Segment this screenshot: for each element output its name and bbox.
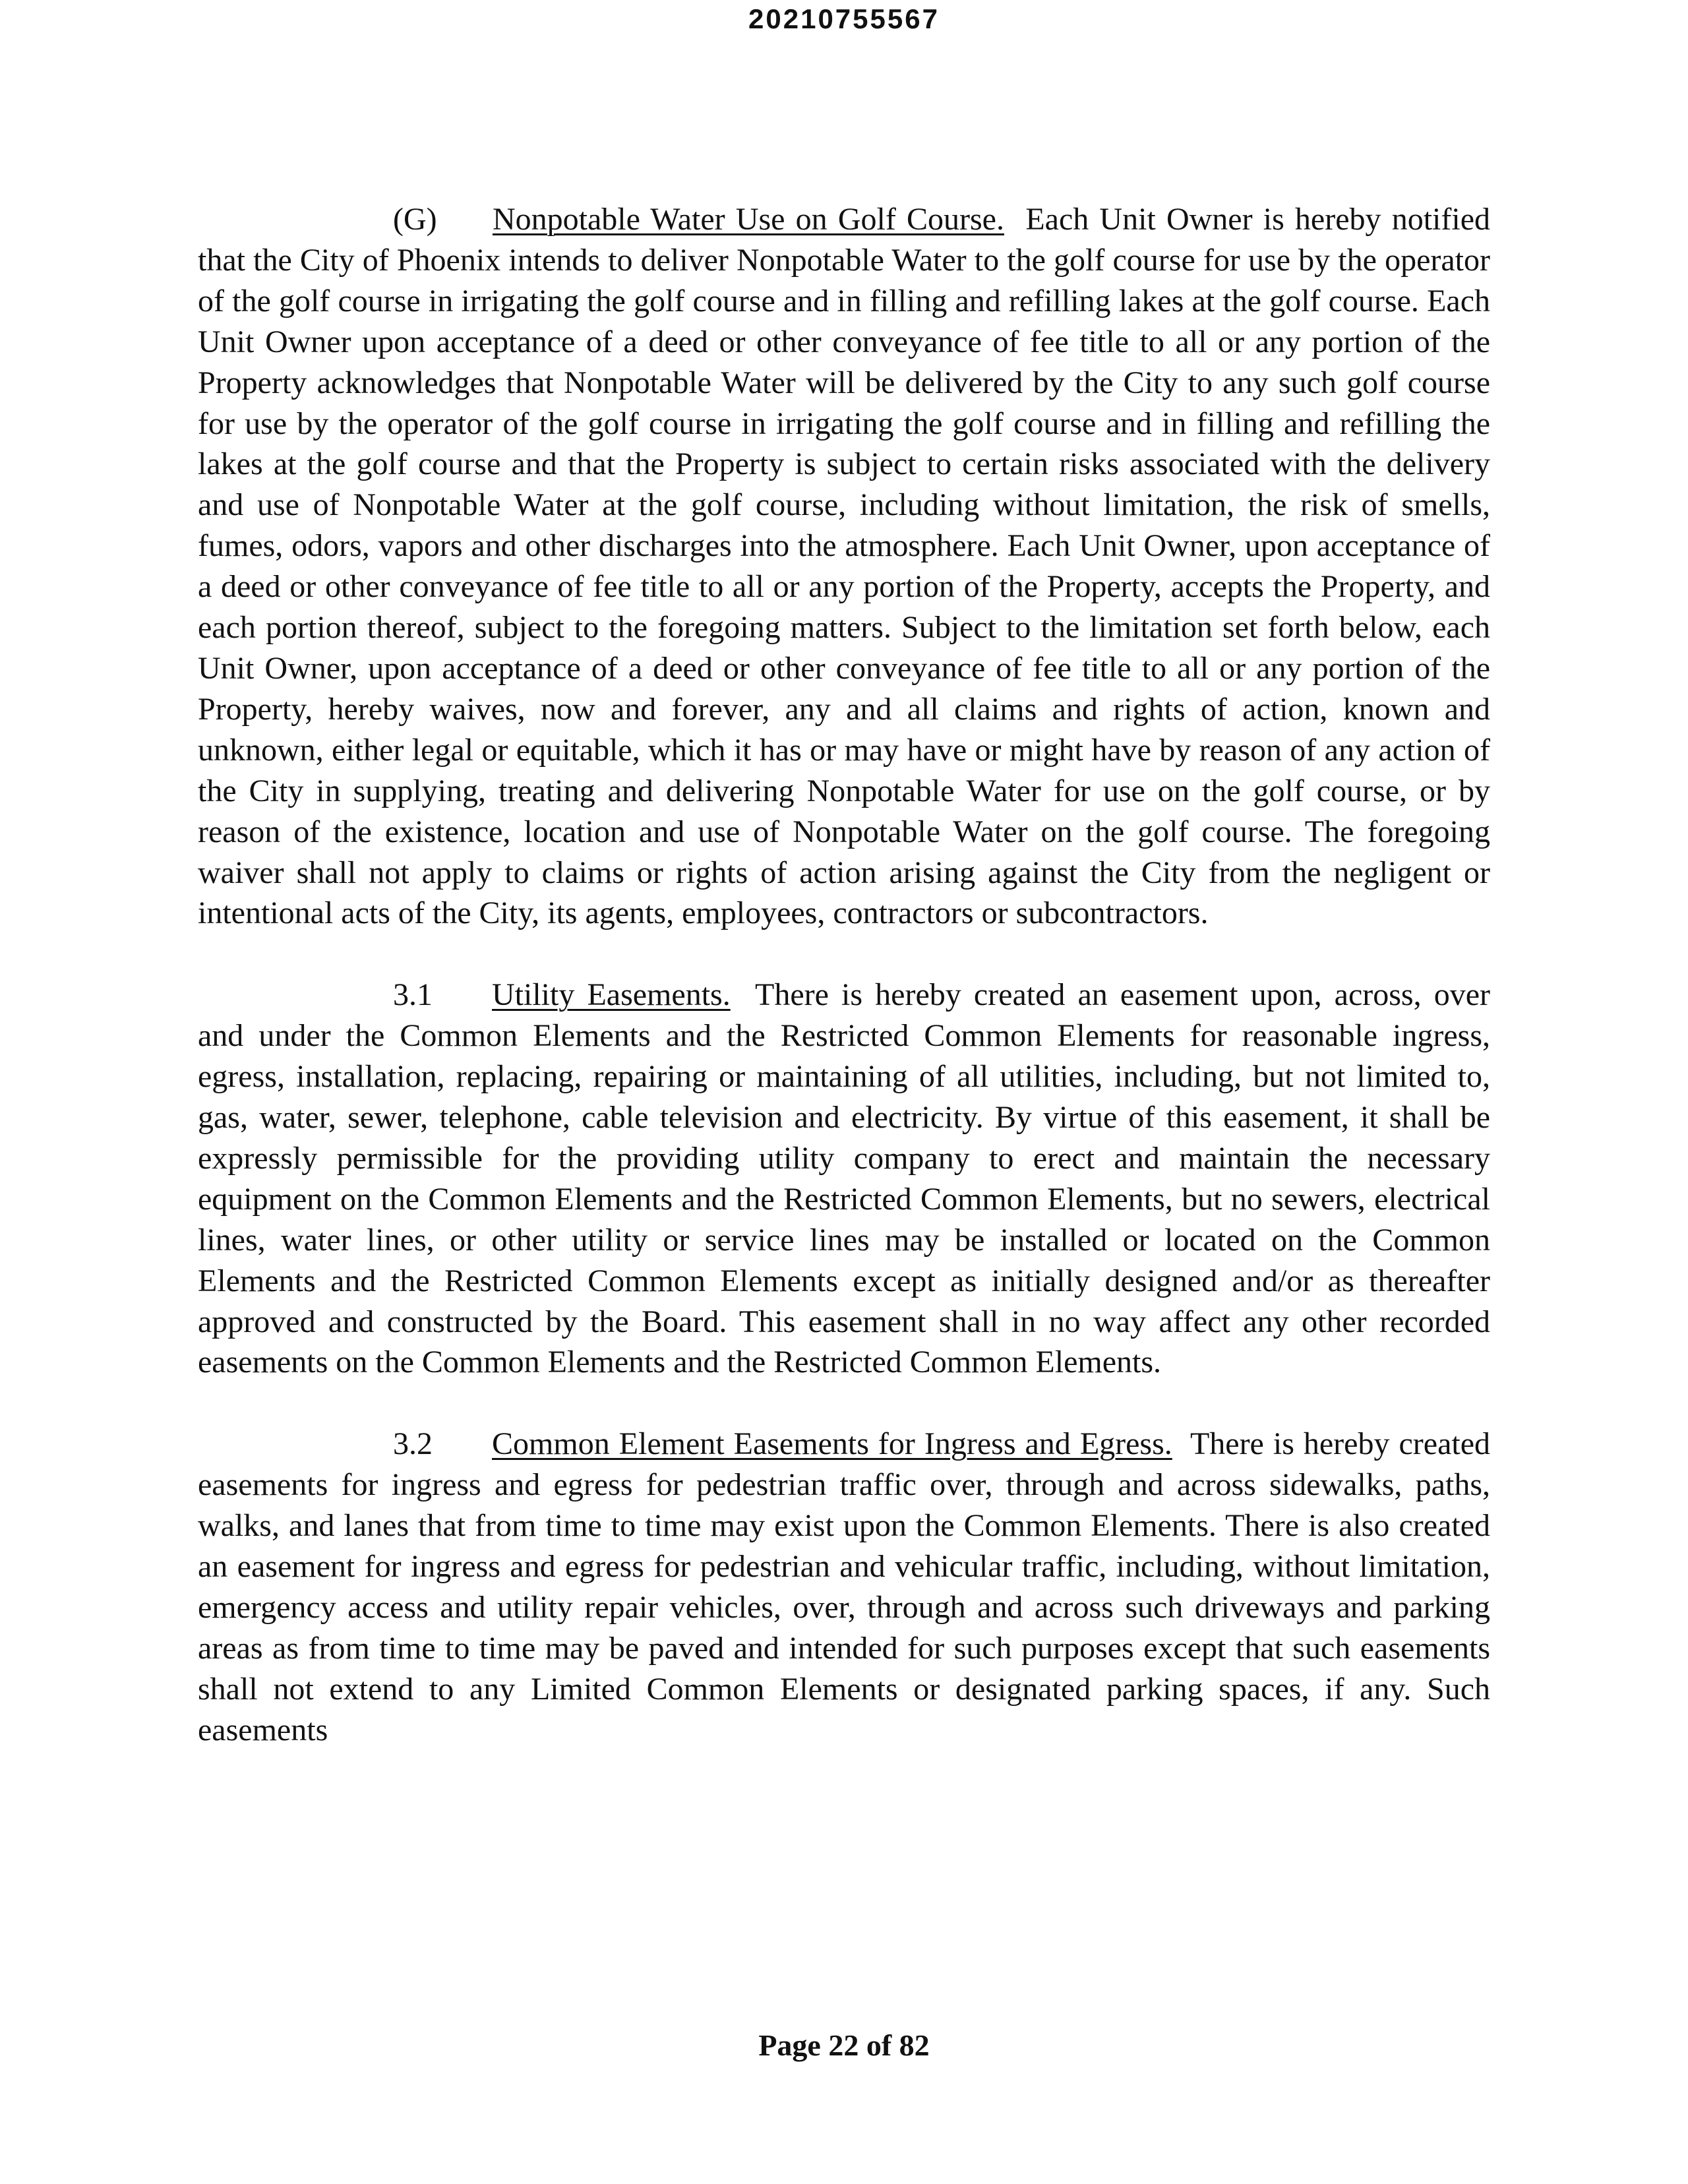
section-heading: Nonpotable Water Use on Golf Course.	[493, 202, 1004, 237]
section-number: 3.1	[393, 977, 433, 1013]
section-body: There is hereby created easements for ingress and egress for pedestrian traffic over, through and across sidewalks, paths, walks, and lanes that from time to time may exist upon the Common Elements. There is also created an easement for ingress and egress for pedestrian and vehicular traffic, including, without limitation, emergency access and utility repair vehicles, over, through and across such driveways and parking areas as from time to time may be paved and intended for such purposes except that such easements shall not extend to any Limited Common Elements or designated parking spaces, if any. Such easements	[198, 1426, 1491, 1747]
section-3-1-utility-easements	[198, 975, 1490, 1383]
section-body: There is hereby created an easement upon, across, over and under the Common Elements and the Restricted Common Elements for reasonable ingress, egress, installation, replacing, repairing or maintaining of all utilities, including, but not limited to, gas, water, sewer, telephone, cable television and electricity. By virtue of this easement, it shall be expressly permissible for the providing utility company to erect and maintain the necessary equipment on the Common Elements and the Restricted Common Elements, but no sewers, electrical lines, water lines, or other utility or service lines may be installed or located on the Common Elements and the Restricted Common Elements except as initially designed and/or as thereafter approved and constructed by the Board. This easement shall in no way affect any other recorded easements on the Common Elements and the Restricted Common Elements.	[198, 977, 1490, 1380]
section-body: Each Unit Owner is hereby notified that the City of Phoenix intends to deliver Nonpotable Water to the golf course for use by the operator of the golf course in irrigating the golf course and in filling and refilling lakes at the golf course. Each Unit Owner upon acceptance of a deed or other conveyance of fee title to all or any portion of the Property acknowledges that Nonpotable Water will be delivered by the City to any such golf course for use by the operator of the golf course in irrigating the golf course and in filling and refilling the lakes at the golf course and that the Property is subject to certain risks associated with the delivery and use of Nonpotable Water at the golf course, including without limitation, the risk of smells, fumes, odors, vapors and other discharges into the atmosphere. Each Unit Owner, upon acceptance of a deed or other conveyance of fee title to all or any portion of the Property, accepts the Property, and each portion thereof, subject to the foregoing matters. Subject to the limitation set forth below, each Unit Owner, upon acceptance of a deed or other conveyance of fee title to all or any portion of the Property, hereby waives, now and forever, any and all claims and rights of action, known and unknown, either legal or equitable, which it has or may have or might have by reason of any action of the City in supplying, treating and delivering Nonpotable Water for use on the golf course, or by reason of the existence, location and use of Nonpotable Water on the golf course. The foregoing waiver shall not apply to claims or rights of action arising against the City from the negligent or intentional acts of the City, its agents, employees, contractors or subcontractors.	[198, 202, 1490, 931]
section-number: 3.2	[393, 1426, 433, 1462]
section-g-nonpotable-water	[198, 199, 1490, 934]
page-number: Page 22 of 82	[758, 2028, 930, 2062]
section-number: (G)	[393, 202, 437, 237]
document-body	[198, 199, 1490, 1792]
section-heading: Common Element Easements for Ingress and Egress.	[492, 1426, 1172, 1462]
section-heading: Utility Easements.	[492, 977, 731, 1013]
section-3-2-ingress-egress	[198, 1424, 1490, 1750]
document-number: 20210755567	[748, 3, 940, 34]
